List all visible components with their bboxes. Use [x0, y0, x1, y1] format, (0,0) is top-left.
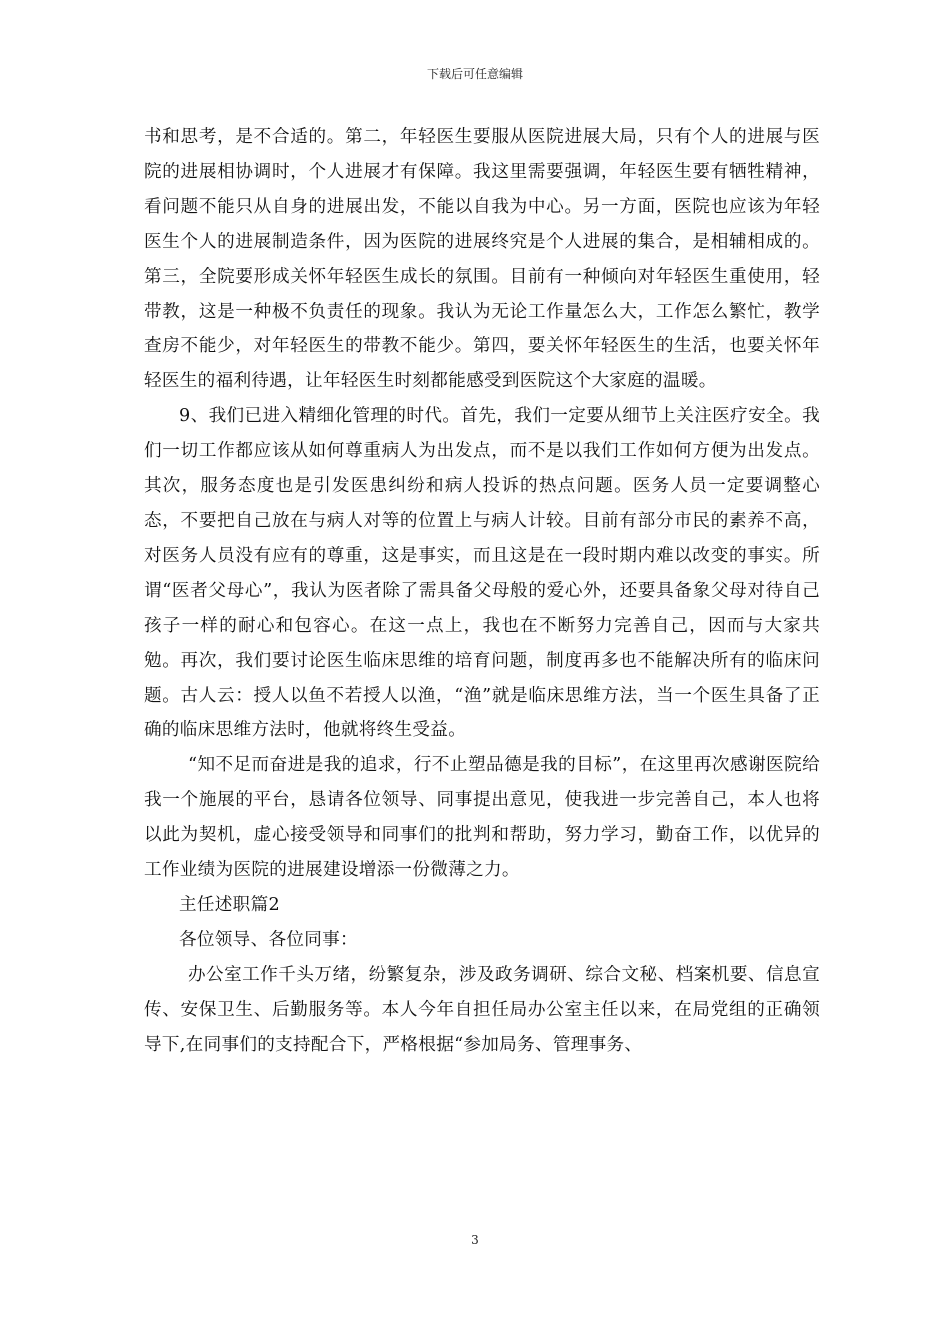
- page-header: 下载后可任意编辑: [426, 67, 523, 81]
- salutation: 各位领导、各位同事：: [179, 929, 358, 950]
- section-heading: 主任述职篇2: [179, 894, 280, 915]
- document-body: [144, 120, 820, 1062]
- paragraph-item-9: 9、我们已进入精细化管理的时代。首先，我们一定要从细节上关注医疗安全。我们一切工作都应该从如何尊重病人为出发点，而不是以我们工作如何方便为出发点。其次，服务态度也是引发医患纠纷和病人投诉的热点问题。医务人员一定要调整心态，不要把自己放在与病人对等的位置上与病人计较。目前有部分市民的素养不高，对医务人员没有应有的尊重，这是事实，而且这是在一段时期内难以改变的事实。所谓“医者父母心”，我认为医者除了需具备父母般的爱心外，还要具备象父母对待自己孩子一样的耐心和包容心。在这一点上，我也在不断努力完善自己，因而与大家共勉。再次，我们要讨论医生临床思维的培育问题，制度再多也不能解决所有的临床问题。古人云：授人以鱼不若授人以渔，“渔”就是临床思维方法，当一个医生具备了正确的临床思维方法时，他就将终生受益。: [144, 406, 820, 741]
- page-number: 3: [471, 1233, 479, 1247]
- paragraph-closing: “知不足而奋进是我的追求，行不止塑品德是我的目标”，在这里再次感谢医院给我一个施展的平台，恳请各位领导、同事提出意见，使我进一步完善自己，本人也将以此为契机，虚心接受领导和同事们的批判和帮助，努力学习，勤奋工作，以优异的工作业绩为医院的进展建设增添一份微薄之力。: [144, 755, 820, 881]
- paragraph-continuation: 书和思考，是不合适的。第二，年轻医生要服从医院进展大局，只有个人的进展与医院的进展相协调时，个人进展才有保障。我这里需要强调，年轻医生要有牺牲精神，看问题不能只从自身的进展出发，不能以自我为中心。另一方面，医院也应该为年轻医生个人的进展制造条件，因为医院的进展终究是个人进展的集合，是相辅相成的。第三，全院要形成关怀年轻医生成长的氛围。目前有一种倾向对年轻医生重使用，轻带教，这是一种极不负责任的现象。我认为无论工作量怎么大，工作怎么繁忙，教学查房不能少，对年轻医生的带教不能少。第四，要关怀年轻医生的生活，也要关怀年轻医生的福利待遇，让年轻医生时刻都能感受到医院这个大家庭的温暖。: [144, 127, 820, 392]
- paragraph-intro: 办公室工作千头万绪，纷繁复杂，涉及政务调研、综合文秘、档案机要、信息宣传、安保卫生、后勤服务等。本人今年自担任局办公室主任以来，在局党组的正确领导下,在同事们的支持配合下，严格根据“参加局务、管理事务、: [144, 964, 820, 1055]
